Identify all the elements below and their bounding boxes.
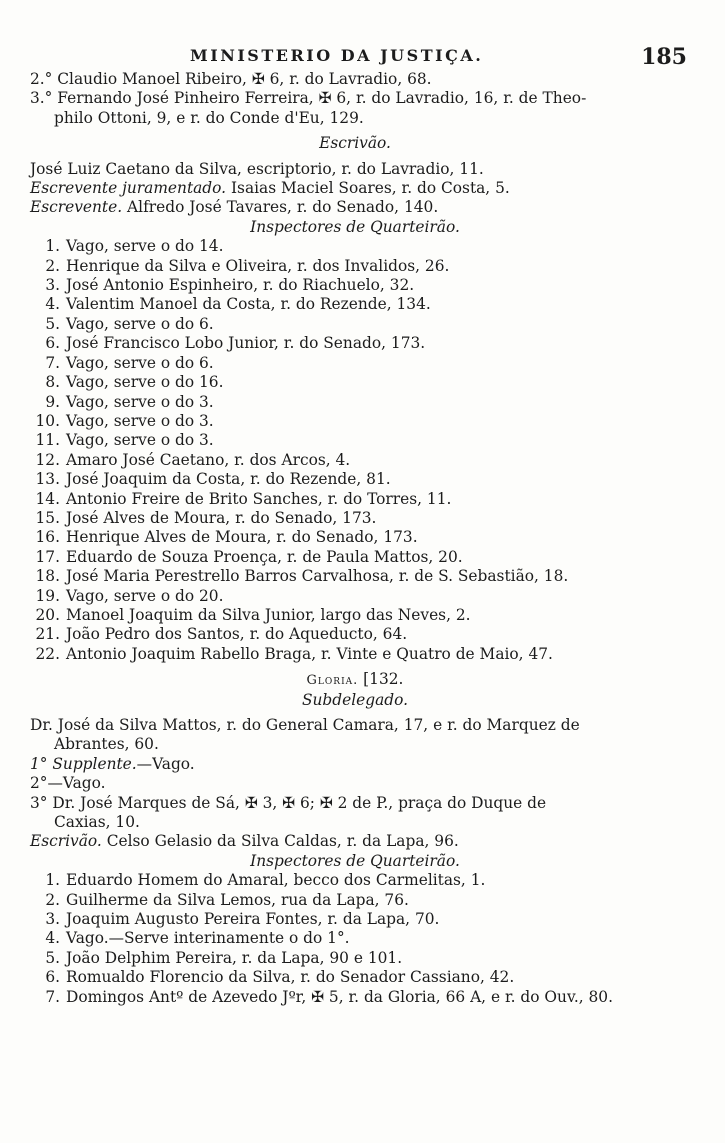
list-item-text: José Antonio Espinheiro, r. do Riachuelo, 32. — [66, 276, 415, 295]
list-item-number: 20. — [35, 605, 60, 624]
list-item-number: 7. — [45, 353, 60, 372]
subdelegado-line-1: Dr. José da Silva Mattos, r. do General Camara, 17, e r. do Marquez de — [30, 716, 580, 734]
list-item — [30, 334, 680, 353]
list-item-text: Henrique Alves de Moura, r. do Senado, 173. — [66, 528, 418, 547]
list-item — [30, 548, 680, 567]
list-item-text: Vago, serve o do 3. — [66, 411, 214, 430]
list-item-text: Joaquim Augusto Pereira Fontes, r. da Lapa, 70. — [66, 910, 440, 929]
list-item-text: Vago, serve o do 6. — [66, 353, 214, 372]
list-item-number: 2. — [45, 890, 60, 909]
list-item — [30, 354, 680, 373]
list-item-number: 17. — [35, 547, 60, 566]
escrevente-text: Alfredo José Tavares, r. do Senado, 140. — [127, 198, 439, 217]
list-item — [30, 567, 680, 586]
list-item-number: 6. — [45, 334, 60, 353]
list-item-number: 18. — [35, 567, 60, 586]
list-item — [30, 528, 680, 547]
list-item-number: 12. — [35, 450, 60, 469]
section-heading-subdelegado: Subdelegado. — [301, 690, 409, 709]
list-item — [30, 606, 680, 625]
gloria-escrivao-text: Celso Gelasio da Silva Caldas, r. da Lapa, 96. — [106, 832, 459, 851]
list-item-text: Vago.—Serve interinamente o do 1°. — [66, 929, 350, 948]
page-number: 185 — [641, 44, 687, 70]
list-item — [30, 412, 680, 431]
list-item-number: 5. — [45, 314, 60, 333]
escrevente-line — [30, 198, 680, 217]
list-item-number: 13. — [35, 470, 60, 489]
list-item-number: 9. — [45, 392, 60, 411]
escrivao-line: José Luiz Caetano da Silva, escriptorio, r. do Lavradio, 11. — [30, 159, 484, 178]
list-item-text: Amaro José Caetano, r. dos Arcos, 4. — [66, 450, 351, 469]
list-item-text: Antonio Freire de Brito Sanches, r. do Torres, 11. — [66, 489, 452, 508]
section-heading-escrivao: Escrivão. — [319, 134, 391, 153]
escrevente-juramentado-line — [30, 179, 680, 198]
list-item-number: 3. — [45, 276, 60, 295]
list-item-text: Manoel Joaquim da Silva Junior, largo das Neves, 2. — [66, 605, 471, 624]
list-item-number: 4. — [45, 295, 60, 314]
list-item — [30, 645, 680, 664]
list-item — [30, 910, 680, 929]
list-item-number: 6. — [45, 968, 60, 987]
escrevente-juramentado-text: Isaias Maciel Soares, r. do Costa, 5. — [230, 179, 510, 198]
escrevente-juramentado-label: Escrevente juramentado. — [30, 179, 227, 198]
list-item — [30, 276, 680, 295]
list-item-text: Eduardo Homem do Amaral, becco dos Carmelitas, 1. — [66, 871, 486, 890]
list-item-text: Vago, serve o do 14. — [66, 237, 224, 256]
list-item-number: 1. — [45, 237, 60, 256]
list-item — [30, 295, 680, 314]
supplente-2-line: 2°—Vago. — [30, 774, 106, 793]
list-item — [30, 373, 680, 392]
list-item-number: 3. — [45, 910, 60, 929]
list-item — [30, 929, 680, 948]
section-heading-inspectores-gloria: Inspectores de Quarteirão. — [250, 851, 460, 870]
parish-heading — [30, 670, 680, 690]
list-item-text: Vago, serve o do 20. — [66, 586, 224, 605]
list-item-number: 10. — [35, 411, 60, 430]
list-item-text: Romualdo Florencio da Silva, r. do Senador Cassiano, 42. — [66, 968, 515, 987]
list-item — [30, 431, 680, 450]
list-item — [30, 490, 680, 509]
list-item-text: Vago, serve o do 3. — [66, 392, 214, 411]
list-item — [30, 625, 680, 644]
list-item-text: José Maria Perestrello Barros Carvalhosa, r. de S. Sebastião, 18. — [66, 567, 569, 586]
list-item — [30, 315, 680, 334]
inspectores-list-gloria — [30, 871, 680, 1007]
gloria-escrivao-line — [30, 832, 680, 851]
list-item-text: João Pedro dos Santos, r. do Aqueducto, 64. — [66, 625, 408, 644]
list-item-text: José Joaquim da Costa, r. do Rezende, 81. — [66, 470, 391, 489]
supplente-3-line-2: Caxias, 10. — [54, 813, 140, 832]
list-item-number: 4. — [45, 929, 60, 948]
list-item — [30, 237, 680, 256]
list-item-number: 11. — [35, 431, 60, 450]
supplente-1-text: —Vago. — [136, 754, 195, 773]
inspectores-list — [30, 237, 680, 664]
list-item-number: 15. — [35, 508, 60, 527]
escrevente-label: Escrevente. — [30, 198, 123, 217]
parish-name: Gloria. — [306, 673, 359, 689]
list-item-text: João Delphim Pereira, r. da Lapa, 90 e 101. — [66, 948, 403, 967]
page-body — [30, 70, 680, 1007]
list-item-text: Domingos Antº de Azevedo Jºr, ✠ 5, r. da Gloria, 66 A, e r. do Ouv., 80. — [66, 987, 613, 1006]
list-item-number: 16. — [35, 528, 60, 547]
list-item-number: 5. — [45, 948, 60, 967]
list-item-text: José Francisco Lobo Junior, r. do Senado, 173. — [66, 334, 426, 353]
list-item — [30, 587, 680, 606]
list-item-number: 14. — [35, 489, 60, 508]
list-item-number: 19. — [35, 586, 60, 605]
list-item — [30, 949, 680, 968]
list-item — [30, 968, 680, 987]
supplente-3-line-1: 3° Dr. José Marques de Sá, ✠ 3, ✠ 6; ✠ 2 de P., praça do Duque de — [30, 793, 547, 812]
list-item — [30, 988, 680, 1007]
running-title: MINISTERIO DA JUSTIÇA. — [190, 46, 484, 65]
list-item — [30, 393, 680, 412]
supplente-1-label: 1° Supplente. — [30, 754, 137, 773]
list-item — [30, 509, 680, 528]
list-item — [30, 470, 680, 489]
list-item-text: Antonio Joaquim Rabello Braga, r. Vinte e Quatro de Maio, 47. — [66, 644, 553, 663]
subdelegado-line-2: Abrantes, 60. — [54, 735, 159, 754]
entry-line-2: 2.° Claudio Manoel Ribeiro, ✠ 6, r. do Lavradio, 68. — [30, 70, 432, 88]
list-item-text: Henrique da Silva e Oliveira, r. dos Invalidos, 26. — [66, 256, 450, 275]
list-item-number: 8. — [45, 373, 60, 392]
parish-number: [132. — [363, 670, 404, 689]
list-item-number: 1. — [45, 871, 60, 890]
entry-line-3: 3.° Fernando José Pinheiro Ferreira, ✠ 6, r. do Lavradio, 16, r. de Theo- — [30, 89, 587, 108]
list-item-number: 21. — [35, 625, 60, 644]
page-header — [0, 44, 725, 70]
list-item-text: José Alves de Moura, r. do Senado, 173. — [66, 508, 377, 527]
list-item-text: Vago, serve o do 3. — [66, 431, 214, 450]
list-item-text: Guilherme da Silva Lemos, rua da Lapa, 76. — [66, 890, 409, 909]
list-item — [30, 871, 680, 890]
gloria-escrivao-label: Escrivão. — [30, 832, 102, 851]
list-item — [30, 891, 680, 910]
supplente-1-line — [30, 755, 680, 774]
list-item-text: Valentim Manoel da Costa, r. do Rezende, 134. — [66, 295, 431, 314]
list-item-text: Vago, serve o do 16. — [66, 373, 224, 392]
entry-line-3-cont: philo Ottoni, 9, e r. do Conde d'Eu, 129. — [54, 108, 364, 127]
section-heading-inspectores: Inspectores de Quarteirão. — [250, 217, 460, 236]
list-item-number: 7. — [45, 987, 60, 1006]
list-item-number: 2. — [45, 256, 60, 275]
list-item-text: Vago, serve o do 6. — [66, 314, 214, 333]
list-item — [30, 257, 680, 276]
list-item-text: Eduardo de Souza Proença, r. de Paula Mattos, 20. — [66, 547, 463, 566]
list-item — [30, 451, 680, 470]
list-item-number: 22. — [35, 644, 60, 663]
